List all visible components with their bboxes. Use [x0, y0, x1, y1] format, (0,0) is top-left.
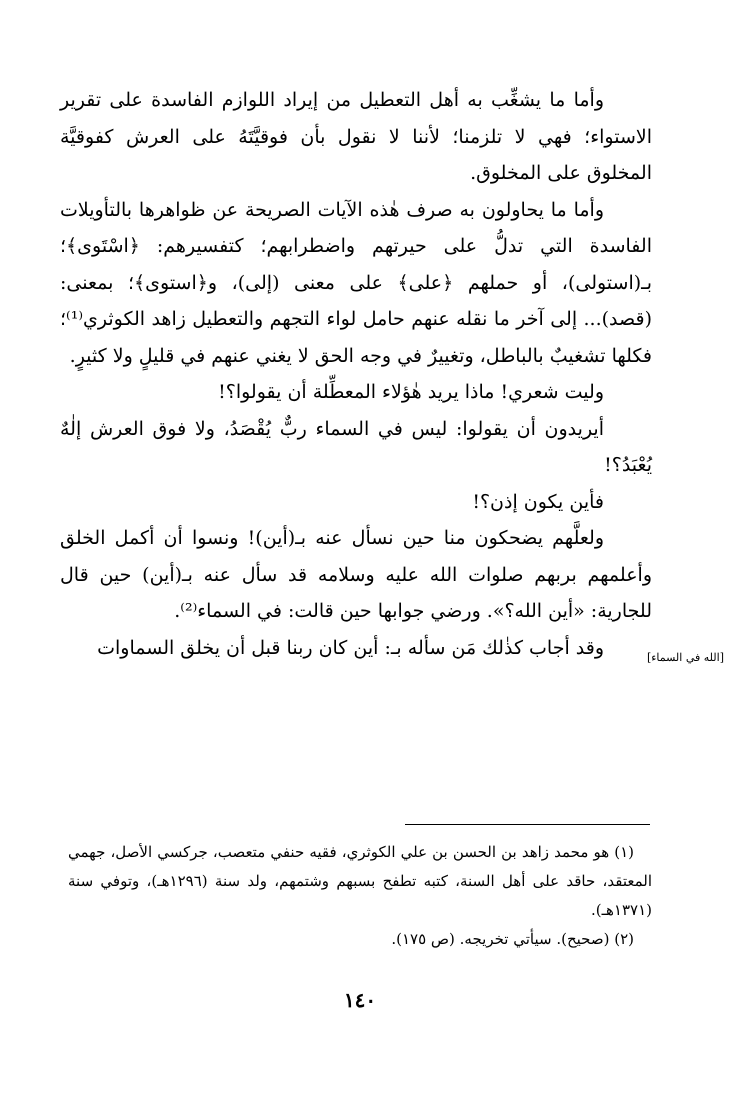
footnote-1: (١) هو محمد زاهد بن الحسن بن علي الكوثري، فقيه حنفي متعصب، جركسي الأصل، جهمي المعتقد، حاقد على أهل السنة، كتبه تطفح بسبهم وشتمهم، ولد سنة (١٢٩٦هـ)، وتوفي سنة (١٣٧١هـ). — [68, 843, 652, 919]
paragraph-7: وقد أجاب كذٰلك مَن سأله بـ: أين كان ربنا قبل أن يخلق السماوات — [97, 636, 604, 659]
footnotes — [68, 838, 652, 954]
paragraph-4: أيريدون أن يقولوا: ليس في السماء ربٌّ يُقْصَدُ، ولا فوق العرش إلٰهٌ يُعْبَدُ؟! — [60, 417, 652, 476]
paragraph-6: ولعلَّهم يضحكون منا حين نسأل عنه بـ(أين)! ونسوا أن أكمل الخلق وأعلمهم بربهم صلوات الله عليه وسلامه قد سأل عنه بـ(أين) حين قال للجارية: «أين الله؟». ورضي جوابها حين قالت: في السماء⁽²⁾. — [60, 527, 652, 622]
margin-note: [الله في السماء] — [646, 651, 724, 664]
paragraph-2: وأما ما يحاولون به صرف هٰذه الآيات الصريحة عن ظواهرها بالتأويلات الفاسدة التي تدلُّ على حيرتهم واضطرابهم؛ كتفسيرهم: ﴿اسْتَوى﴾؛ بـ(استولى)، أو حملهم ﴿على﴾ على معنى (إلى)، و﴿استوى﴾؛ بمعنى: (قصد)... إلى آخر ما نقله عنهم حامل لواء التجهم والتعطيل زاهد الكوثري⁽¹⁾؛ فكلها تشغيبٌ بالباطل، وتغييرٌ في وجه الحق لا يغني عنهم في قليلٍ ولا كثيرٍ. — [60, 198, 652, 367]
paragraph-3: وليت شعري! ماذا يريد هٰؤلاء المعطِّلة أن يقولوا؟! — [218, 381, 604, 403]
paragraph-5: فأين يكون إذن؟! — [472, 490, 604, 513]
page-number: ١٤٠ — [343, 988, 377, 1012]
footnote-2: (٢) (صحيح). سيأتي تخريجه. (ص ١٧٥). — [391, 930, 634, 948]
main-text — [60, 82, 652, 666]
footnote-divider — [405, 824, 650, 825]
paragraph-1: وأما ما يشغِّب به أهل التعطيل من إيراد اللوازم الفاسدة على تقرير الاستواء؛ فهي لا تلزمنا؛ لأننا لا نقول بأن فوقيَّتَهُ على العرش كفوقيَّة المخلوق على المخلوق. — [60, 89, 652, 184]
